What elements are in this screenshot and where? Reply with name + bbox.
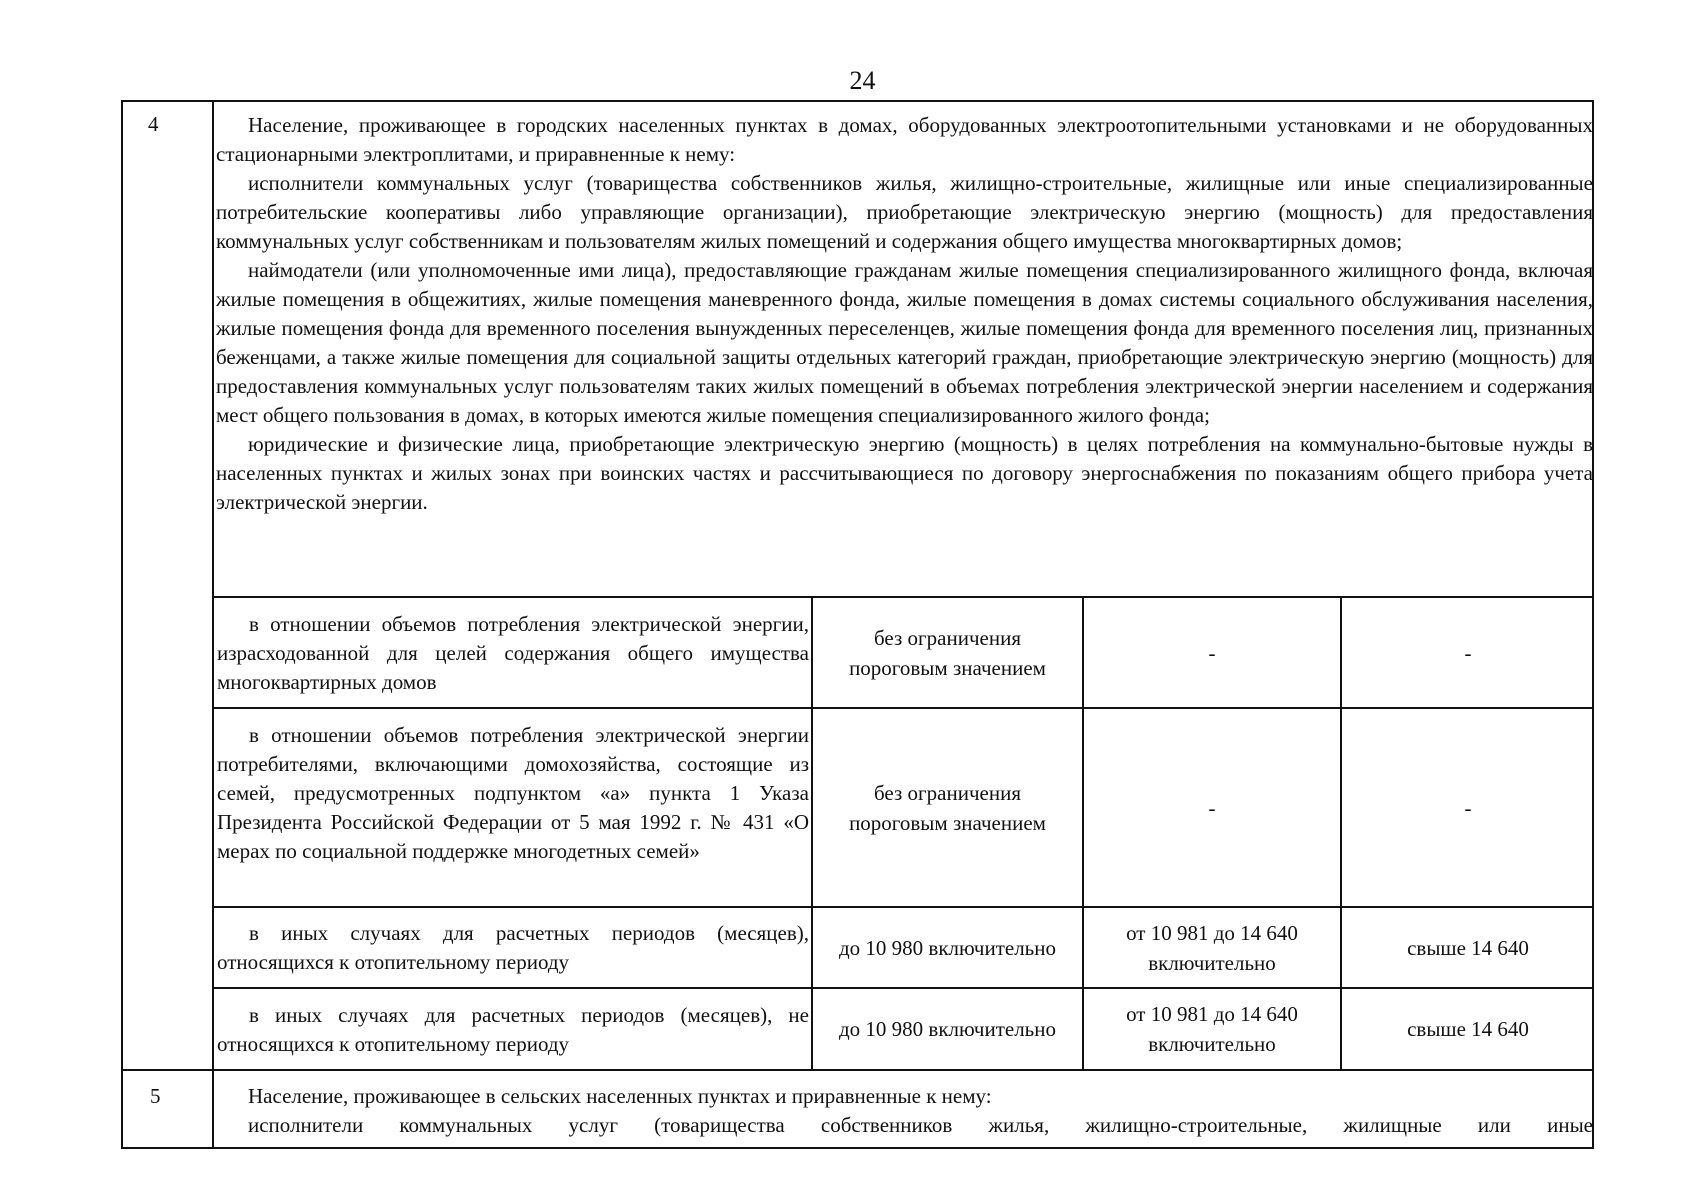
table-divider (212, 100, 214, 1149)
subrow-col3: свыше 14 640 (1407, 935, 1529, 960)
row-number: 5 (150, 1084, 161, 1108)
subrow-col1: до 10 980 включительно (838, 1017, 1056, 1041)
subrow-description: в отношении объемов потребления электрической энергии потребителями, включающими домохозяйства, состоящие из семей, предусмотренных подпунктом «а» пункта 1 Указа Президента Российской Федерации от 5 мая 1992 г. № 431 «О мерах по социальной поддержке многодетных семей» (217, 723, 809, 863)
row-4-description (216, 111, 1593, 517)
paragraph: исполнители коммунальных услуг (товарищества собственников жилья, жилищно-строительные, жилищные или иные (248, 1113, 1593, 1137)
subrow-col1: без ограничения пороговым значением (849, 780, 1046, 835)
subrow-col1: без ограничения пороговым значением (849, 625, 1046, 680)
paragraph: исполнители коммунальных услуг (товарищества собственников жилья, жилищно-строительные, жилищные или иные специализированные потребительские кооперативы либо управляющие организации), приобретающие электрическую энергию (мощность) для предоставления коммунальных услуг собственникам и пользователям жилых помещений и содержания общего имущества многоквартирных домов; (216, 171, 1593, 253)
subrow-col3: - (1464, 640, 1472, 665)
paragraph: юридические и физические лица, приобретающие электрическую энергию (мощность) в целях потребления на коммунально-бытовые нужды в населенных пунктах и жилых зонах при воинских частях и рассчитывающиеся по договору энергоснабжения по показаниям общего прибора учета электрической энергии. (216, 432, 1593, 514)
table-divider (121, 1069, 1594, 1071)
paragraph: Население, проживающее в городских населенных пунктах в домах, оборудованных электроотопительными установками и не оборудованных стационарными электроплитами, и приравненные к нему: (216, 113, 1593, 166)
row-number: 4 (148, 112, 159, 136)
paragraph: наймодатели (или уполномоченные ими лица), предоставляющие гражданам жилые помещения специализированного жилищного фонда, включая жилые помещения в общежитиях, жилые помещения маневренного фонда, жилые помещения в домах системы социального обслуживания населения, жилые помещения фонда для временного поселения вынужденных переселенцев, жилые помещения фонда для временного поселения лиц, признанных беженцами, а также жилые помещения для социальной защиты отдельных категорий граждан, приобретающие электрическую энергию (мощность) для предоставления коммунальных услуг пользователям таких жилых помещений в объемах потребления электрической энергии населением и содержания мест общего пользования в домах, в которых имеются жилые помещения специализированного жилого фонда; (216, 258, 1593, 427)
subrow-col3: свыше 14 640 (1407, 1017, 1529, 1041)
subrow-col2: от 10 981 до 14 640 включительно (1126, 920, 1298, 975)
row-5-description (216, 1082, 1593, 1146)
page-number: 24 (849, 66, 876, 95)
subrow-col2: от 10 981 до 14 640 включительно (1126, 1002, 1298, 1056)
subrow-col3: - (1464, 795, 1472, 820)
subrow-description: в отношении объемов потребления электрической энергии, израсходованной для целей содержания общего имущества многоквартирных домов (217, 612, 809, 694)
subrow-col1: до 10 980 включительно (838, 935, 1056, 960)
paragraph: Население, проживающее в сельских населенных пунктах и приравненные к нему: (248, 1084, 992, 1108)
subrow-description: в иных случаях для расчетных периодов (месяцев), относящихся к отопительному периоду (217, 921, 809, 974)
subrow-col2: - (1208, 795, 1216, 820)
subrow-col2: - (1208, 640, 1216, 665)
subrow-description: в иных случаях для расчетных периодов (месяцев), не относящихся к отопительному периоду (217, 1003, 809, 1056)
